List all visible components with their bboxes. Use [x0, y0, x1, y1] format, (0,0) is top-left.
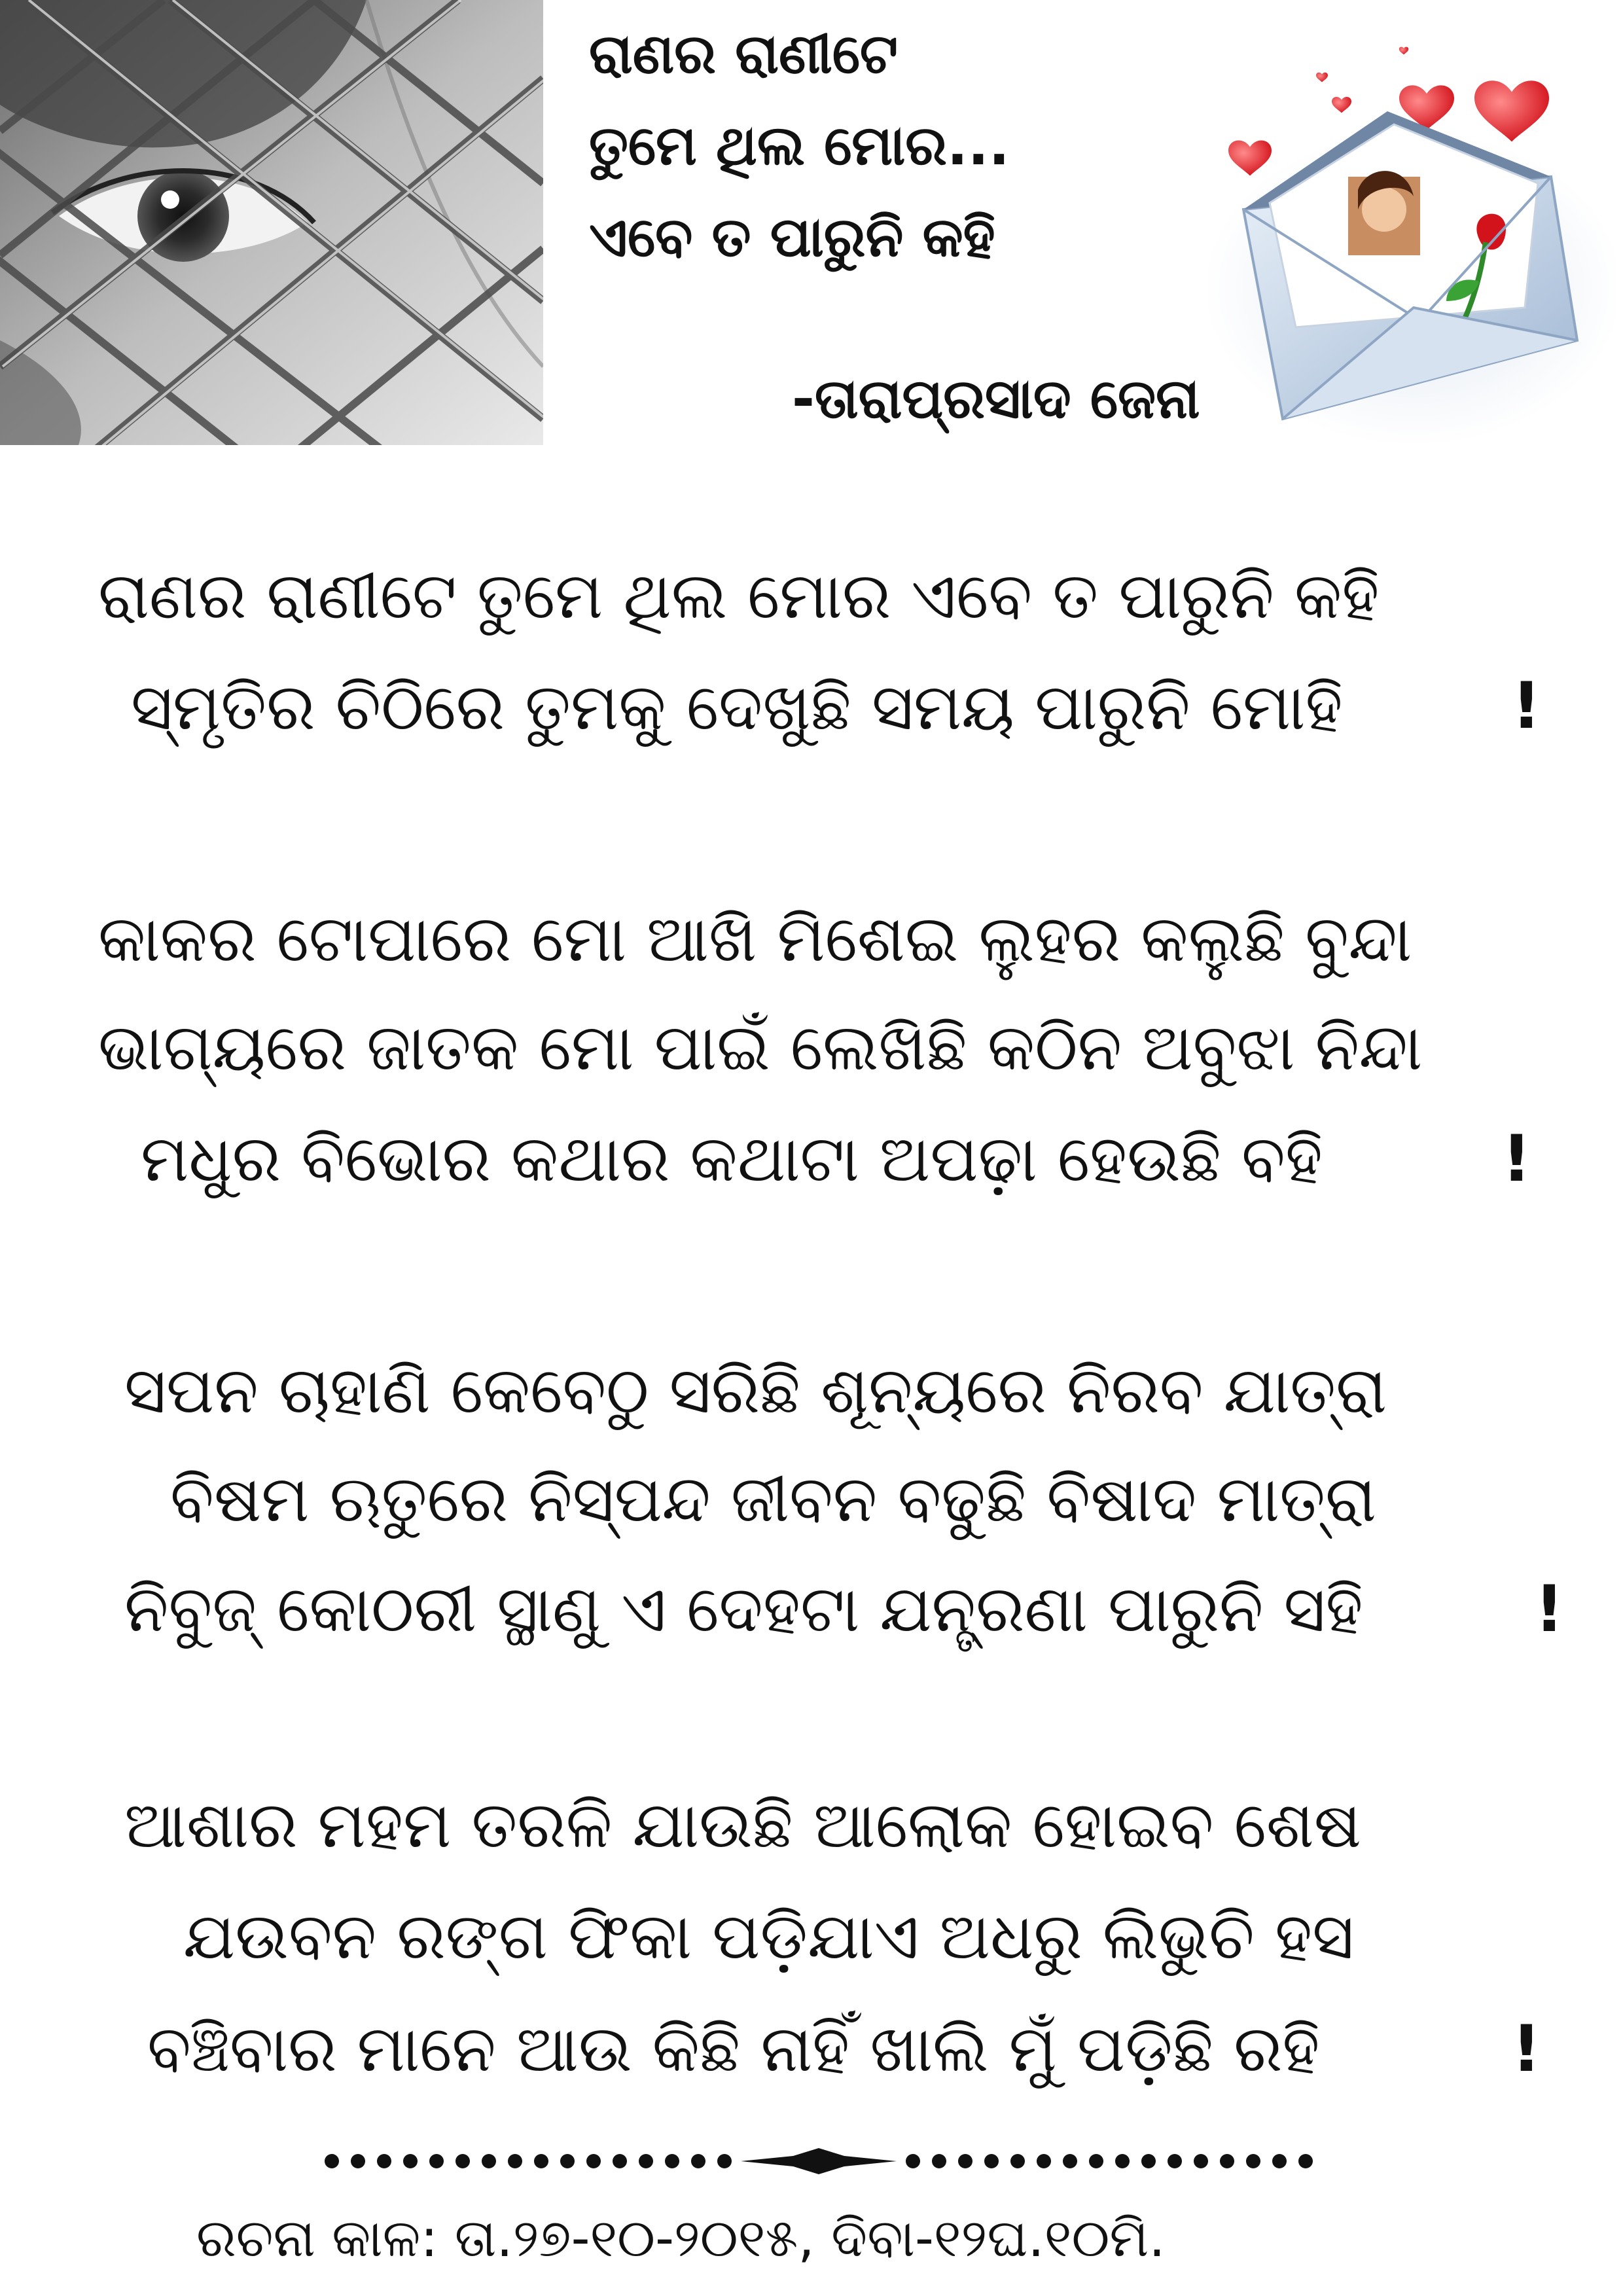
stanza-3-line-2: ବିଷମ ଋତୁରେ ନିସ୍ପନ୍ଦ ଜୀବନ ବଢୁଛି ବିଷାଦ ମାତ୍ରା: [170, 1462, 1376, 1537]
title-line-3: ଏବେ ତ ପାରୁନି କହି: [589, 205, 995, 269]
composition-date: ରଚନା କାଳ: ତା.୨୭-୧୦-୨୦୧୫, ଦିବା-୧୨ଘ.୧୦ମି.: [196, 2208, 1166, 2269]
stanza-2-line-2: ଭାଗ୍ୟରେ ଜାତକ ମୋ ପାଇଁ ଲେଖିଛି କଠିନ ଅବୁଝା ନିନ୍ଦା: [98, 1011, 1423, 1085]
stanza-2-line-3: ମଧୁର ବିଭୋର କଥାର କଥାଟା ଅପଢ଼ା ହେଉଛି ବହି: [141, 1122, 1323, 1196]
stanza-1-end-mark: !: [1512, 669, 1541, 744]
stanza-4-line-2: ଯଉବନ ରଙ୍ଗ ଫିକା ପଡ଼ିଯାଏ ଅଧରୁ ଲିଭୁଚି ହସ: [183, 1899, 1355, 1974]
stanza-2-line-1: କାକର ଟୋପାରେ ମୋ ଆଖି ମିଶେଇ ଲୁହର କଲୁଛି ବୁନ୍ଦା: [98, 902, 1412, 977]
author-name: -ତାରାପ୍ରସାଦ ଜେନା: [792, 367, 1200, 431]
stanza-4-end-mark: !: [1512, 2012, 1541, 2087]
stanza-4-line-1: ଆଶାର ମହମ ତରଳି ଯାଉଛି ଆଲୋକ ହୋଇବ ଶେଷ: [124, 1788, 1361, 1863]
stanza-3-end-mark: !: [1535, 1572, 1564, 1647]
stanza-2-end-mark: !: [1502, 1122, 1531, 1196]
stanza-3-line-3: ନିବୁଜ୍ କୋଠରୀ ସ୍ଥାଣୁ ଏ ଦେହଟା ଯନ୍ତ୍ରଣା ପାରୁନି ସହି: [124, 1572, 1363, 1647]
stanza-1-line-1: ରାଣର ରାଣୀଟେ ତୁମେ ଥିଲ ମୋର ଏବେ ତ ପାରୁନି କହି: [98, 559, 1380, 634]
dotted-divider: [322, 2142, 1315, 2181]
stanza-3-line-1: ସପନ ଚାହାଣି କେବେଠୁ ସରିଛି ଶୂନ୍ୟରେ ନିରବ ଯାତ୍ରା: [124, 1354, 1387, 1428]
stanza-4-line-3: ବଞ୍ଚିବାର ମାନେ ଆଉ କିଛି ନାହିଁ ଖାଲି ମୁଁ ପଡ଼ିଛି ରହି: [147, 2012, 1320, 2087]
title-line-2: ତୁମେ ଥିଲ ମୋର...: [589, 113, 1010, 177]
stanza-1-line-2: ସ୍ମୃତିର ଚିଠିରେ ତୁମକୁ ଦେଖୁଛି ସମୟ ପାରୁନି ମୋହି: [131, 670, 1343, 745]
title-line-1: ରାଣର ରାଣୀଟେ: [589, 22, 899, 86]
